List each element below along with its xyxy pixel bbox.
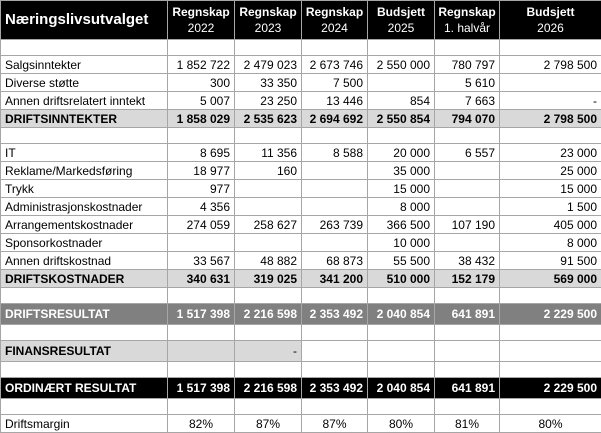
table-cell: 48 882 (235, 252, 302, 270)
table-cell: 152 179 (435, 270, 500, 288)
table-cell: 641 891 (435, 378, 500, 399)
row-label: Administrasjonskostnader (1, 198, 168, 216)
table-cell: 2 216 598 (235, 304, 302, 325)
column-header-type: Budsjett (502, 4, 599, 20)
row-label: DRIFTSINNTEKTER (1, 110, 168, 128)
table-cell: 11 356 (235, 144, 302, 162)
table-cell: - (235, 341, 302, 362)
table-cell (302, 180, 368, 198)
spacer-row (1, 362, 601, 378)
table-cell: 2 229 500 (500, 304, 601, 325)
table-cell (435, 341, 500, 362)
column-header-period: 2025 (370, 20, 432, 36)
row-label: Annen driftskostnad (1, 252, 168, 270)
table-cell: - (500, 92, 601, 110)
table-cell: 641 891 (435, 304, 500, 325)
column-header (500, 1, 601, 40)
table-cell: 854 (368, 92, 435, 110)
table-cell: 8 000 (368, 198, 435, 216)
ordinary-result-row (1, 378, 601, 399)
table-cell: 160 (235, 162, 302, 180)
table-cell: 340 631 (168, 270, 235, 288)
table-cell: 2 550 000 (368, 56, 435, 74)
table-cell: 91 500 (500, 252, 601, 270)
row-label: Annen driftsrelatert inntekt (1, 92, 168, 110)
row-label: Driftsmargin (1, 415, 168, 433)
table-cell: 2 229 500 (500, 378, 601, 399)
row-label: IT (1, 144, 168, 162)
table-row (1, 74, 601, 92)
table-cell: 366 500 (368, 216, 435, 234)
table-cell: 25 000 (500, 162, 601, 180)
table-cell: 263 739 (302, 216, 368, 234)
table-cell: 4 356 (168, 198, 235, 216)
column-header-period: 2022 (170, 20, 232, 36)
table-cell: 6 557 (435, 144, 500, 162)
table-cell: 2 550 854 (368, 110, 435, 128)
table-cell: 2 040 854 (368, 378, 435, 399)
table-cell: 23 000 (500, 144, 601, 162)
table-cell: 2 798 500 (500, 56, 601, 74)
table-cell: 5 610 (435, 74, 500, 92)
table-cell: 107 190 (435, 216, 500, 234)
cost-total-row (1, 270, 601, 288)
column-header-period: 1. halvår (437, 20, 497, 36)
row-label: Sponsorkostnader (1, 234, 168, 252)
table-row (1, 234, 601, 252)
table-cell: 510 000 (368, 270, 435, 288)
table-row (1, 180, 601, 198)
table-cell: 35 000 (368, 162, 435, 180)
table-cell: 2 694 692 (302, 110, 368, 128)
table-row (1, 216, 601, 234)
table-cell: 341 200 (302, 270, 368, 288)
row-label: Arrangementskostnader (1, 216, 168, 234)
table-cell (302, 198, 368, 216)
table-cell: 8 588 (302, 144, 368, 162)
column-header-type: Regnskap (304, 4, 365, 20)
spacer-row (1, 128, 601, 144)
table-cell: 1 858 029 (168, 110, 235, 128)
table-cell: 87% (302, 415, 368, 433)
table-cell (235, 234, 302, 252)
column-header (368, 1, 435, 40)
table-cell: 33 567 (168, 252, 235, 270)
row-label: DRIFTSKOSTNADER (1, 270, 168, 288)
table-cell: 1 517 398 (168, 304, 235, 325)
table-cell (235, 198, 302, 216)
spacer-row (1, 325, 601, 341)
table-cell: 18 977 (168, 162, 235, 180)
table-cell (500, 341, 601, 362)
margin-row (1, 415, 601, 433)
table-body (1, 1, 601, 433)
table-cell: 2 479 023 (235, 56, 302, 74)
table-cell (435, 180, 500, 198)
table-cell: 80% (368, 415, 435, 433)
operating-result-row (1, 304, 601, 325)
table-cell: 8 695 (168, 144, 235, 162)
table-cell: 2 040 854 (368, 304, 435, 325)
table-cell (435, 198, 500, 216)
row-label: Reklame/Markedsføring (1, 162, 168, 180)
table-cell: 7 663 (435, 92, 500, 110)
row-label: Salgsinntekter (1, 56, 168, 74)
header-row (1, 1, 601, 40)
spacer-row (1, 40, 601, 56)
table-cell: 794 070 (435, 110, 500, 128)
table-cell: 82% (168, 415, 235, 433)
table-cell: 1 517 398 (168, 378, 235, 399)
table-cell: 15 000 (368, 180, 435, 198)
table-cell: 55 500 (368, 252, 435, 270)
table-cell: 13 446 (302, 92, 368, 110)
column-header-period: 2026 (502, 20, 599, 36)
table-cell (368, 341, 435, 362)
table-cell: 2 673 746 (302, 56, 368, 74)
table-cell (368, 74, 435, 92)
table-cell: 2 798 500 (500, 110, 601, 128)
table-cell: 405 000 (500, 216, 601, 234)
column-header-type: Regnskap (237, 4, 299, 20)
financial-result-row (1, 341, 601, 362)
table-row (1, 162, 601, 180)
column-header (302, 1, 368, 40)
table-cell: 15 000 (500, 180, 601, 198)
table-cell: 80% (500, 415, 601, 433)
column-header-type: Regnskap (170, 4, 232, 20)
row-label: ORDINÆRT RESULTAT (1, 378, 168, 399)
column-header (168, 1, 235, 40)
table-cell: 977 (168, 180, 235, 198)
spacer-row (1, 399, 601, 415)
table-cell (235, 180, 302, 198)
table-cell (500, 74, 601, 92)
table-row (1, 56, 601, 74)
table-cell: 20 000 (368, 144, 435, 162)
table-cell: 68 873 (302, 252, 368, 270)
column-header (235, 1, 302, 40)
table-row (1, 144, 601, 162)
table-cell: 38 432 (435, 252, 500, 270)
table-cell: 319 025 (235, 270, 302, 288)
table-cell: 2 353 492 (302, 378, 368, 399)
table-cell (168, 234, 235, 252)
table-row (1, 198, 601, 216)
table-cell: 780 797 (435, 56, 500, 74)
table-cell (302, 234, 368, 252)
table-cell (435, 234, 500, 252)
table-cell: 10 000 (368, 234, 435, 252)
table-cell (302, 341, 368, 362)
table-cell: 87% (235, 415, 302, 433)
table-cell: 274 059 (168, 216, 235, 234)
table-cell: 1 500 (500, 198, 601, 216)
table-cell: 258 627 (235, 216, 302, 234)
column-header-period: 2023 (237, 20, 299, 36)
table-cell: 1 852 722 (168, 56, 235, 74)
row-label: DRIFTSRESULTAT (1, 304, 168, 325)
table-cell: 2 216 598 (235, 378, 302, 399)
table-cell: 33 350 (235, 74, 302, 92)
table-cell: 2 353 492 (302, 304, 368, 325)
table-cell: 23 250 (235, 92, 302, 110)
table-cell: 7 500 (302, 74, 368, 92)
table-cell: 300 (168, 74, 235, 92)
row-label: Trykk (1, 180, 168, 198)
column-header-type: Regnskap (437, 4, 497, 20)
table-title: Næringslivsutvalget (1, 1, 168, 40)
column-header (435, 1, 500, 40)
table-row (1, 252, 601, 270)
income-total-row (1, 110, 601, 128)
table-cell: 569 000 (500, 270, 601, 288)
row-label: Diverse støtte (1, 74, 168, 92)
table-cell: 8 000 (500, 234, 601, 252)
table-row (1, 92, 601, 110)
table-cell (435, 162, 500, 180)
column-header-type: Budsjett (370, 4, 432, 20)
table-cell: 81% (435, 415, 500, 433)
table-cell (302, 162, 368, 180)
table-cell: 2 535 623 (235, 110, 302, 128)
spacer-row (1, 288, 601, 304)
row-label: FINANSRESULTAT (1, 341, 168, 362)
table-cell: 5 007 (168, 92, 235, 110)
table-cell (168, 341, 235, 362)
column-header-period: 2024 (304, 20, 365, 36)
